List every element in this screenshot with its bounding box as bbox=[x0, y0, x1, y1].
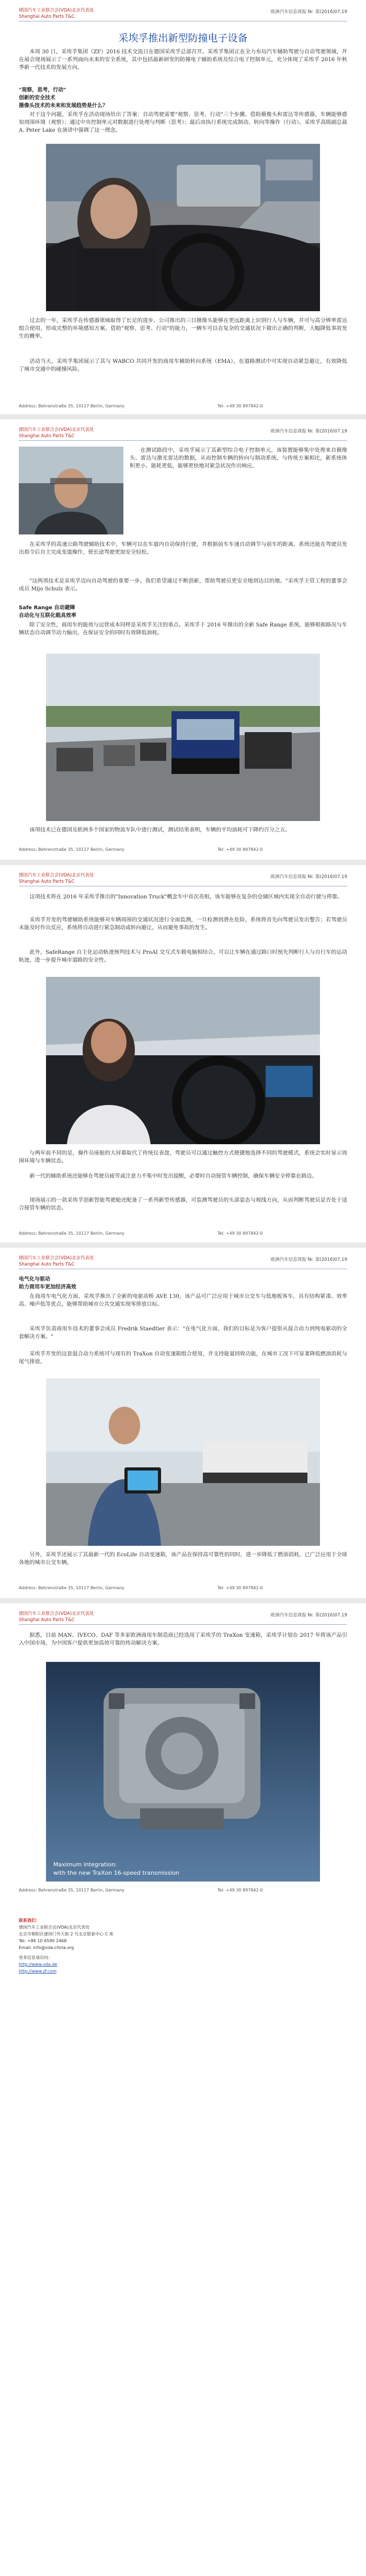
header-org bbox=[19, 427, 94, 439]
photo-caption-line2: with the new TraXon 16-speed transmission bbox=[53, 1870, 179, 1876]
page-3 bbox=[0, 865, 366, 1294]
contact-line: 北京市朝阳区建国门外大街 2 号北京银泰中心 C 座 bbox=[19, 1932, 113, 1936]
subheading: 摄像头技术的未来和发展趋势是什么？ bbox=[19, 103, 108, 109]
header-org-line1: 德国汽车工业联合会(VDA)北京代表处 bbox=[19, 873, 94, 878]
footer-address: Address: Behrenstraße 35, 10117 Berlin, Germany bbox=[19, 404, 125, 408]
header-org-line2: Shanghai Auto Parts T&C bbox=[19, 1262, 75, 1267]
car-interior-photo bbox=[46, 144, 320, 311]
contact-line: 德国汽车工业联合会(VDA)北京代表处 bbox=[19, 1925, 90, 1930]
page-separator bbox=[0, 414, 366, 419]
header-date: 欧洲汽车信息周报 Nr. 第(2016)07.19 bbox=[270, 1613, 347, 1618]
paragraph-text: 在商用车电气化方面，采埃孚推出了全新的电驱动桥 AVE 130，该产品可广泛应用于城市公交车与低地板客车，具有结构紧凑、效率高、噪声低等优点，能够帮助城市公共交通实现零排放目标。 bbox=[19, 1294, 347, 1307]
subheading: "观察，思考，行动" bbox=[19, 87, 66, 93]
subheading: Safe Range 自动避障 bbox=[19, 605, 75, 611]
contact-line: Email: info@vda-china.org bbox=[19, 1945, 74, 1950]
paragraph-text: 这项技术将在 2016 年采埃孚推出的"Innovation Truck"概念车中首次亮相，该车能够在复杂的仓储区域内实现全自动行驶与停靠。 bbox=[29, 894, 343, 900]
paragraph bbox=[19, 541, 347, 556]
paragraph-text: 新一代的辅助系统还能够在驾驶员疲劳或注意力不集中时发出提醒，必要时自动接管车辆控制，确保车辆安全停靠在路边。 bbox=[29, 1173, 317, 1179]
header-org bbox=[19, 7, 94, 20]
paragraph-text: 采埃孚开发的这套混合动力系统可与现有的 TraXon 自动变速箱组合使用，并支持能量回收功能，在城市工况下可显著降低燃油消耗与尾气排放。 bbox=[19, 1351, 347, 1365]
paragraph bbox=[19, 949, 347, 964]
footer-address: Address: Behrenstraße 35, 10117 Berlin, Germany bbox=[19, 1231, 125, 1236]
page-separator bbox=[0, 1243, 366, 1248]
paragraph bbox=[19, 111, 347, 134]
photo-caption-line1: Maximum integration: bbox=[53, 1861, 117, 1868]
paragraph-text: 除了安全性，商用车的能效与运营成本同样是采埃孚关注的重点。采埃孚于 2016 年推出的全新 Safe Range 系统，能够根据路况与车辆状态自动调节动力输出，在保证安全的同时有效降低油耗。 bbox=[19, 622, 347, 636]
paragraph bbox=[19, 1350, 347, 1366]
paragraph bbox=[19, 893, 347, 901]
paragraph-text: 对于这个问题，采埃孚在活动现场给出了答案：自动驾驶需要"观察、思考、行动"三个步骤。借助摄像头和雷达等传感器，车辆能够感知周围环境（观察）；通过中央控制单元对数据进行处理与判断（思考）；最后由执行系统完成制动、转向等操作（行动）。采埃孚高级副总裁 A. Peter Lake 在演讲中强调了这一理念。 bbox=[19, 112, 347, 133]
paragraph-text: 该项技术已在德国及欧洲多个国家的物流车队中进行测试，测试结果表明，车辆的平均油耗可下降约百分之五。 bbox=[29, 827, 291, 833]
page-footer bbox=[19, 1586, 347, 1593]
paragraph-text: 此外，SafeRange 自主化运动轨迹预判技术与 ProAI 交互式车载电脑相结合，可以让车辆在通过路口时预先判断行人与自行车的运动轨迹，进一步提升城市道路的安全性。 bbox=[19, 950, 347, 963]
intro-text: 本周 30 日，采埃孚集团（ZF）2016 技术交流日在德国采埃孚总部召开。采埃孚集团正在全力布局汽车辅助驾驶与自动驾驶领域，并在展会现场展示了一系列面向未来的安全系统，其中包括最新研发的防撞电子辅助系统及综合电子控制单元，充分体现了采埃孚 2016 年秋季新一代技术的发展方向。 bbox=[19, 49, 347, 71]
paragraph-text: 据悉，目前 MAN、IVECO、DAF 等多家欧洲商用车制造商已经选用了采埃孚的 TraXon 变速箱，采埃孚计划在 2017 年将该产品引入中国市场，为中国客户提供更加高效可靠的传动解决方案。 bbox=[19, 1633, 347, 1646]
page-separator bbox=[0, 860, 366, 865]
paragraph-text: "这两项技术是采埃孚迈向自动驾驶的重要一步。我们希望通过不断创新，帮助驾驶员更安全地到达目的地。"采埃孚主管工程的董事会成员 Mijo Schulz 表示。 bbox=[19, 578, 347, 592]
paragraph bbox=[19, 1172, 347, 1180]
paragraph bbox=[19, 621, 347, 637]
page-header bbox=[19, 7, 347, 21]
truck-cockpit-photo bbox=[46, 977, 320, 1144]
tablet-demo-photo bbox=[46, 1378, 320, 1546]
page-separator bbox=[0, 1598, 366, 1603]
paragraph bbox=[19, 317, 347, 340]
subheading: 电气化与驱动 bbox=[19, 1276, 50, 1282]
header-org-line2: Shanghai Auto Parts T&C bbox=[19, 1617, 75, 1623]
footer-tel: Tel: +49 30 897842-0 bbox=[218, 847, 263, 852]
footer-address: Address: Behrenstraße 35, 10117 Berlin, Germany bbox=[19, 1586, 125, 1590]
paragraph bbox=[19, 1632, 347, 1647]
paragraph bbox=[19, 358, 347, 373]
page-footer bbox=[19, 404, 347, 411]
header-org bbox=[19, 1611, 94, 1623]
paragraph-text: 采埃孚开发的驾驶辅助系统能够对车辆周围的交通状况进行全面监测，一旦检测到潜在危险，系统将首先向驾驶员发出警告；若驾驶员未能及时作出反应，系统将自动进行紧急制动或转向避让，从而避免事故的发生。 bbox=[19, 917, 347, 931]
link-label: 更多信息请访问： bbox=[19, 1955, 52, 1960]
paragraph-text: 采埃孚负责商用车技术的董事会成员 Fredrik Staedtler 表示："在电气化方面，我们的目标是为客户提供从混合动力到纯电驱动的全套解决方案。" bbox=[19, 1326, 347, 1340]
paragraph-text: 另外，采埃孚还展示了其最新一代的 EcoLife 自动变速箱，该产品在保持高可靠性的同时，进一步降低了燃油消耗，已广泛应用于全球各地的城市公交车辆。 bbox=[19, 1552, 347, 1566]
trucks-highway-photo bbox=[46, 654, 320, 821]
page-header bbox=[19, 1611, 347, 1625]
subheading: 自动化与互联化载具效率 bbox=[19, 613, 76, 619]
header-org-line1: 德国汽车工业联合会(VDA)北京代表处 bbox=[19, 1611, 94, 1616]
transmission-photo bbox=[46, 1662, 320, 1882]
paragraph-text: 在测试路段中，采埃孚展示了其新型综合电子控制单元，该装置能够集中处理来自摄像头、雷达与激光雷达的数据，从而控制车辆的转向与制动系统。与传统方案相比，新系统体积更小、能耗更低，能够更快地对紧急状况作出响应。 bbox=[130, 448, 347, 469]
header-date: 欧洲汽车信息周报 Nr. 第(2016)07.19 bbox=[270, 9, 347, 15]
page-5 bbox=[0, 1603, 366, 2576]
paragraph-text: 现场展示的一款采埃孚创新智能驾驶舱还配备了一系列新型传感器，可监测驾驶员的头部姿态与视线方向，从而判断驾驶员是否处于适合接管车辆的状态。 bbox=[19, 1198, 347, 1211]
paragraph-text: 活动当天，采埃孚集团展示了其与 WABCO 共同开发的商用车辅助转向系统（EMA），在道路测试中可实现自动紧急避让，有效降低了城市交通中的碰撞风险。 bbox=[19, 359, 347, 372]
header-org-line2: Shanghai Auto Parts T&C bbox=[19, 879, 75, 884]
zf-link[interactable]: http://www.zf.com bbox=[19, 1969, 57, 1974]
footer-tel: Tel: +49 30 897842-0 bbox=[218, 1888, 263, 1893]
driver-photo bbox=[19, 447, 123, 534]
paragraph bbox=[130, 447, 347, 470]
page-footer bbox=[19, 1888, 347, 1895]
footer-tel: Tel: +49 30 897842-0 bbox=[218, 1586, 263, 1590]
header-org-line1: 德国汽车工业联合会(VDA)北京代表处 bbox=[19, 8, 94, 13]
page-header bbox=[19, 872, 347, 886]
header-date: 欧洲汽车信息周报 Nr. 第(2016)07.19 bbox=[270, 874, 347, 880]
footer-tel: Tel: +49 30 897842-0 bbox=[218, 1231, 263, 1236]
header-org-line2: Shanghai Auto Parts T&C bbox=[19, 434, 75, 439]
intro-paragraph bbox=[19, 48, 347, 72]
paragraph-text: 与两年前不同的是，操作员座舱的大屏幕取代了传统仪表盘，驾驶员可以通过触控方式便捷地选择不同的驾驶模式，系统会实时显示周围环境与车辆状态。 bbox=[19, 1150, 347, 1164]
page-header bbox=[19, 427, 347, 441]
header-date: 欧洲汽车信息周报 Nr. 第(2016)07.19 bbox=[270, 429, 347, 434]
contact-block bbox=[19, 1917, 347, 1975]
footer-address: Address: Behrenstraße 35, 10117 Berlin, Germany bbox=[19, 1888, 125, 1893]
paragraph bbox=[19, 1551, 347, 1567]
page-footer bbox=[19, 1231, 347, 1238]
page-header bbox=[19, 1255, 347, 1269]
paragraph-text: 过去的一年，采埃孚在传感器领域取得了长足的进步。公司推出的三目摄像头能够在更远距离上识别行人与车辆，并可与高分辨率雷达组合使用，形成完整的环境感知方案。借助"观察、思考、行动"的能力，一辆车可以在复杂的交通状况下做出正确的判断，大幅降低事故发生的概率。 bbox=[19, 318, 347, 339]
contact-title: 联系我们： bbox=[19, 1918, 40, 1923]
paragraph bbox=[19, 826, 347, 834]
header-org-line1: 德国汽车工业联合会(VDA)北京代表处 bbox=[19, 1256, 94, 1261]
paragraph bbox=[19, 916, 347, 932]
paragraph bbox=[19, 1196, 347, 1212]
header-org-line2: Shanghai Auto Parts T&C bbox=[19, 14, 75, 19]
vda-link[interactable]: http://www.vda.de bbox=[19, 1962, 58, 1967]
subheading: 创新的安全技术 bbox=[19, 95, 55, 101]
paragraph-text: 在采埃孚的高速公路驾驶辅助技术中，车辆可以在车道内自动保持行驶，并根据前车车速自动调节与前车的距离。系统还能在驾驶员发出指令后自主完成变道操作，使长途驾驶更加安全轻松。 bbox=[19, 542, 347, 555]
paragraph bbox=[19, 1149, 347, 1165]
footer-tel: Tel: +49 30 897842-0 bbox=[218, 404, 263, 408]
header-org bbox=[19, 1255, 94, 1268]
page-footer bbox=[19, 847, 347, 854]
subheading: 助力商用车更加经济高效 bbox=[19, 1284, 76, 1290]
paragraph bbox=[19, 1325, 347, 1341]
paragraph bbox=[19, 1293, 347, 1308]
paragraph bbox=[19, 577, 347, 593]
document-title: 采埃孚推出新型防撞电子设备 bbox=[118, 32, 248, 44]
header-org bbox=[19, 872, 94, 885]
header-date: 欧洲汽车信息周报 Nr. 第(2016)07.19 bbox=[270, 1257, 347, 1262]
contact-line: Tel: +86 10 6590 2468 bbox=[19, 1939, 67, 1943]
header-org-line1: 德国汽车工业联合会(VDA)北京代表处 bbox=[19, 427, 94, 432]
page-4 bbox=[0, 1248, 366, 1614]
footer-address: Address: Behrenstraße 35, 10117 Berlin, Germany bbox=[19, 847, 125, 852]
